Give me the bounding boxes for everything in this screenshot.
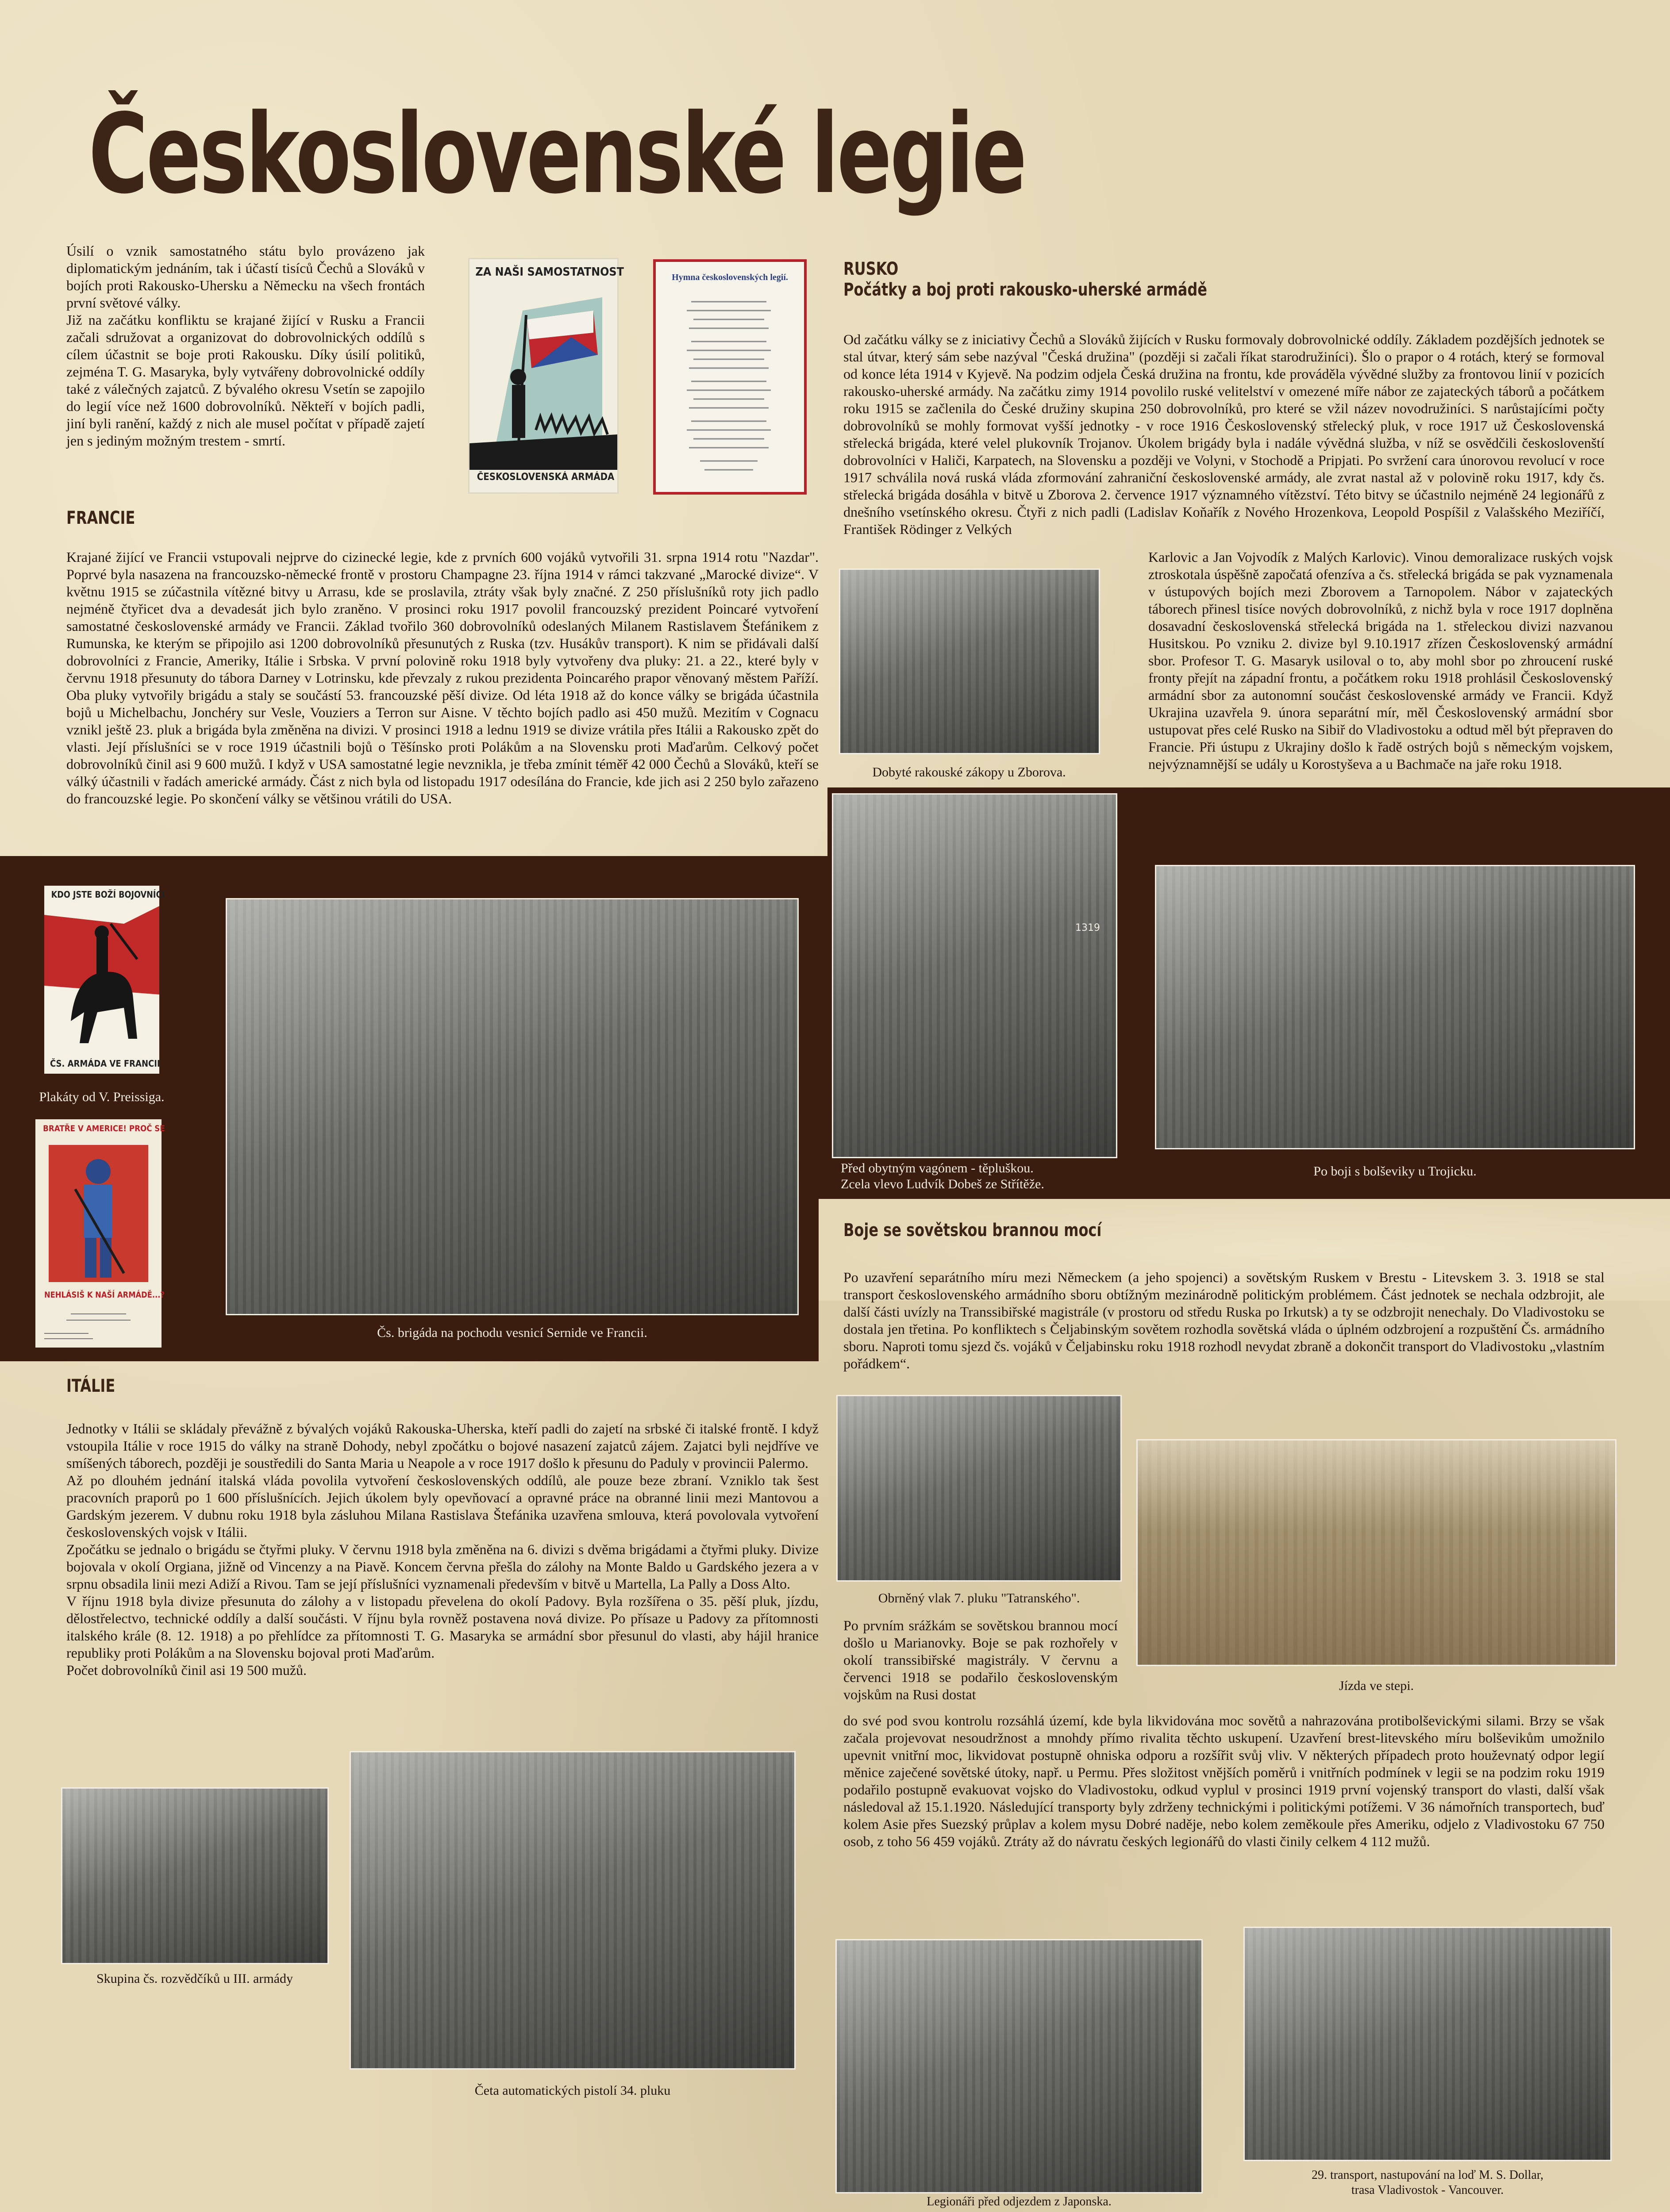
photo-pistol-platoon — [350, 1751, 796, 2070]
poster-hymna — [653, 259, 807, 495]
boje-text-1: Po uzavření separátního míru mezi Německem (a jeho spojenci) a sovětským Ruskem v Brestu - Litevskem 3. 3. 1918 se stal transport československého armádního sboru obtížným mezinárodně politickým problémem. Část jednotek se nechala odzbrojit, ale další části uvízly na Transsibiřské magistrále (v prostoru od středu Ruska po Irkutsk) a ty se odzbrojit nenechaly. Do Vladivostoku se dostala jen třetina. Po konfliktech s Čeljabinským sovětem rozhodla sovětská vláda o úplném odzbrojení a rozpuštění Čs. armádního sboru. Naproti tomu sjezd čs. vojáků v Čeljabinsku roku 1918 rozhodl nevydat zbraně a dokončit transport do Vladivostoku „vlastním pořádkem“. — [843, 1269, 1605, 1371]
photo-armored-train — [836, 1395, 1122, 1582]
boje-heading: Boje se sovětskou brannou mocí — [843, 1220, 1102, 1240]
rusko-subheading: Počátky a boj proti rakousko-uherské armádě — [843, 280, 1207, 300]
caption-trojick: Po boji s bolševiky u Trojicku. — [1313, 1164, 1477, 1179]
poster-top-text: ZA NAŠI SAMOSTATNOST — [475, 265, 624, 279]
caption-steppe-cavalry: Jízda ve stepi. — [1339, 1678, 1414, 1693]
caption-scouts-group: Skupina čs. rozvědčíků u III. armády — [96, 1971, 293, 1986]
photo-japan-departure — [835, 1939, 1203, 2193]
poster-bratre-bottom: NEHLÁSIŠ K NAŠÍ ARMÁDĚ...? — [44, 1290, 165, 1300]
photo-wagon-group — [832, 793, 1117, 1158]
poster-za-nasi-samostatnost — [468, 258, 624, 494]
poster-bottom-text: ČESKOSLOVENSKÁ ARMÁDA — [477, 472, 615, 483]
photo-steppe-cavalry — [1136, 1439, 1616, 1666]
caption-zborov: Dobyté rakouské zákopy u Zborova. — [872, 765, 1066, 780]
italie-heading: ITÁLIE — [66, 1376, 115, 1396]
caption-armored-train: Obrněný vlak 7. pluku "Tatranského". — [878, 1591, 1080, 1605]
soldier-flag-illustration — [469, 284, 617, 470]
poster-kdo-jste-bozi-bojovnici — [44, 886, 165, 1074]
rusko-text-1: Od začátku války se z iniciativy Čechů a Slováků žijících v Rusku formovaly dobrovolnické oddíly. Základem pozdějších jednotek se stal útvar, který sám sebe nazýval "Česká družina" (později si začali říkat starodružiníci). Šlo o prapor o 4 rotách, který se formoval od konce léta 1914 v Kyjevě. Na podzim odjela Česká družina na frontu, kde prováděla vývědné služby za frontovou linií v pozicích rakousko-uherské armády. Na začátku zimy 1914 povolilo ruské velitelství v omezené míře nábor ze zajateckých táborů a počátkem roku 1915 se začlenila do České družiny skupina 250 dobrovolníků, pro které se vžil název novodružiníci. S narůstajícími počty dobrovolníků se mohly formovat vyšší jednotky - v roce 1916 Československý střelecký pluk, v roce 1917 už Československá střelecká brigáda, které velel plukovník Trojanov. Úkolem brigády byla i nadále vývědná služba, v níž se osvědčili českoslovenští dobrovolníci v Haliči, Karpatech, na Slovensku a později ve Volyni, v Stochodě a Pripjati. Po svržení cara únorovou revolucí v roce 1917 schválila nová ruská vláda zformování zahraniční československé armády, ale zvrat nastal až v polovině roku 1917, kdy čs. střelecká brigáda dosáhla v bitvě u Zborova 2. července 1917 významného vítězství. Této bitvy se účastnilo nejméně 24 legionářů z dnešního vsetínského okresu. Čtyři z nich padli (Ladislav Koňařík z Nového Hrozenkova, Leopold Pospíšil z Valašského Meziříčí, František Rödinger z Velkých — [843, 331, 1605, 537]
caption-posters: Plakáty od V. Preissiga. — [39, 1090, 165, 1104]
hymna-text-lines — [656, 293, 804, 488]
boje-text-3: do své pod svou kontrolu rozsáhlá území, kde byla likvidována moc sovětů a nahrazována protibolševickými silami. Brzy se však začala projevovat nesoudržnost a mnohdy přímo rivalita těchto uskupení. Uzavření brest-litevského míru bolševikům umožnilo upevnit vnitřní moc, likvidovat postupně ohniska odporu a rozšířit svůj vliv. V některých případech proto houževnatý odpor legií měnice zaječené sovětské útoky, např. u Permu. Přes složitost vnějších poměrů i vnitřních podmínek v legii se na podzim roku 1919 podařilo postupně evakuovat vojsko do Vladivostoku, odkud vyplul v prosinci 1919 první vojenský transport do vlasti, další však následoval až 15.1.1920. Následující transporty byly zdrženy technickými i politickými potížemi. V 36 námořních transportech, buď kolem Asie přes Suezský průplav a kolem mysu Dobré naděje, nebo kolem zeměkoule přes Ameriku, odjelo z Vladivostoku 67 750 osob, z toho 56 459 vojáků. Ztráty až do návratu českých legionářů do vlasti činily celkem 4 112 mužů. — [843, 1713, 1605, 1849]
page-title: Československé legie — [89, 91, 1025, 218]
photo-zborov-trenches — [839, 568, 1100, 754]
cavalry-rider-illustration — [44, 906, 159, 1052]
caption-sernide: Čs. brigáda na pochodu vesnicí Sernide ve Francii. — [377, 1325, 647, 1340]
poster-bratre-v-americe — [35, 1119, 165, 1348]
francie-heading: FRANCIE — [66, 508, 135, 528]
hymna-title: Hymna československých legií. — [672, 273, 788, 282]
wagon-number: 1319 — [1075, 922, 1100, 933]
caption-wagon: Před obytným vagónem - těpluškou. Zcela vlevo Ludvík Dobeš ze Střítěže. — [841, 1161, 1044, 1191]
caption-ship-dollar: 29. transport, nastupování na loď M. S. Dollar, trasa Vladivostok - Vancouver. — [1311, 2168, 1544, 2197]
francie-text: Krajané žijící ve Francii vstupovali nejprve do cizinecké legie, kde z prvních 600 vojáků vytvořili 31. srpna 1914 rotu "Nazdar". Poprvé byla nasazena na francouzsko-německé frontě v prostoru Champagne 23. října 1914 v rámci takzvané „Marocké divize“. V květnu 1915 se zúčastnila vítězné bitvy u Arrasu, kde se proslavila, ztráty však byly značné. Z 250 příslušníků roty jich padlo nejméně čtyřicet dva a devadesát jich bylo zraněno. V prosinci roku 1917 povolil francouzský prezident Poincaré vytvoření samostatné československé armády ve Francii. Základ tvořilo 360 dobrovolníků odeslaných Milanem Rastislavem Štefánikem z Rumunska, ke kterým se připojilo asi 1200 dobrovolníků přesunutých z Ruska (tzv. Husákův transport). K nim se přidávali další dobrovolníci z Francie, Ameriky, Itálie i Srbska. V první polovině roku 1918 byly vytvořeny dva pluky: 21. a 22., které byly v červnu 1918 přesunuty do tábora Darney v Lotrinsku, kde převzaly z rukou prezidenta Poincarého prapor věnovaný městem Paříží. Oba pluky vytvořily brigádu a staly se součástí 53. francouzské pěší divize. Od léta 1918 až do konce války se brigáda účastnila bojů u Michelbachu, Jonchéry sur Vesle, Vouziers a Terron sur Aisne. V těchto bojích padlo asi 450 mužů. Mezitím v Cognacu vznikl ještě 23. pluk a brigáda byla změněna na divizi. V prosinci 1918 a lednu 1919 se divize vrátila přes Itálii a Rakousko zpět do vlasti. Její příslušníci se v roce 1919 účastnili bojů o Těšínsko proti Polákům a na Slovensku proti Maďarům. Celkový počet dobrovolníků činil asi 9 600 mužů. I když v USA samostatné legie nevznikla, je třeba zmínit téměř 42 000 Čechů a Slováků, kteří se válký účastnili v řadách americké armády. Část z nich byla od listopadu 1917 odesílána do Francie, kde jich asi 2 250 bylo zařazeno do francouzské legie. Po skončení války se většinou vrátili do USA. — [66, 549, 819, 806]
photo-scouts-group — [61, 1787, 329, 1964]
photo-ship-dollar — [1243, 1927, 1612, 2161]
photo-trojick-battle — [1155, 865, 1635, 1149]
intro-text: Úsilí o vznik samostatného státu bylo provázeno jak diplomatickým jednáním, tak i účastí tisíců Čechů a Slováků v bojích proti Rakousko-Uhersku a Německu na všech frontách první světové války. Již na začátku konfliktu se krajané žijící v Rusku a Francii začali sdružovat a organizovat do dobrovolnických oddílů s cílem účastnit se boje proti Rakousku. Díky úsilí politiků, zejména T. G. Masaryka, byly vytvářeny dobrovolnické oddíly také z válečných zajatců. Z bývalého okresu Vsetín se zapojilo do legií více než 1600 dobrovolníků. Někteří v bojích padli, jiní byli ranění, každý z nich ale musel počítat v případě zajetí jen s jediným možným trestem - smrtí. — [66, 243, 425, 449]
caption-pistol-platoon: Četa automatických pistolí 34. pluku — [474, 2083, 671, 2098]
soldier-illustration — [35, 1141, 162, 1286]
boje-text-2: Po prvním srážkám se sovětskou brannou mocí došlo u Marianovky. Boje se pak rozhořely v okolí transsibiřské magistrály. V červnu a červenci 1918 se podařilo československým vojskům na Rusi dostat — [843, 1617, 1118, 1702]
poster-bozi-bottom: ČS. ARMÁDA VE FRANCII — [50, 1058, 160, 1069]
rusko-heading: RUSKO — [843, 259, 899, 279]
poster-bozi-top: KDO JSTE BOŽÍ BOJOVNÍCI — [51, 889, 165, 900]
rusko-text-2: Karlovic a Jan Vojvodík z Malých Karlovic). Vinou demoralizace ruských vojsk ztroskotala úspěšně započatá ofenzíva a čs. střelecká brigáda se pak vyznamenala v ústupových bojích mezi Zborovem a Tarnopolem. Nábor v zajateckých táborech přinesl tisíce nových dobrovolníků, z nichž byla v roce 1917 doplněna dosavadní československá střelecká brigáda na 1. střeleckou divizi nazvanou Husitskou. Po vzniku 2. divize byl 9.10.1917 zřízen Československý armádní sbor. Profesor T. G. Masaryk usiloval o to, aby mohl sbor po zhroucení ruské fronty přejít na západní frontu, a počátkem roku 1918 prohlásil Československý armádní sbor za autonomní součást československé armády ve Francii. Když Ukrajina uzavřela 9. února separátní mír, měl Československý armádní sbor ustupovat přes celé Rusko na Sibiř do Vladivostoku a odtud měl být přepraven do Francie. Při ústupu z Ukrajiny došlo k řadě ostrých bojů s německým vojskem, nejvýznamnější se udály u Korostyševa a u Bachmače na jaře roku 1918. — [1148, 549, 1613, 772]
italie-text: Jednotky v Itálii se skládaly převážně z bývalých vojáků Rakouska-Uherska, kteří padli do zajetí na srbské či italské frontě. I když vstoupila Itálie v roce 1915 do války na straně Dohody, nebyl zpočátku o bojové nasazení zajatců zájem. Zajatci byli nejdříve ve smíšených táborech, později je soustředili do Santa Maria u Neapole a v roce 1917 došlo k přesunu do Paduly v provincii Palermo. Až po dlouhém jednání italská vláda povolila vytvoření československých oddílů, ale pouze beze zbraní. Vzniklo tak šest pracovních praporů po 1 600 příslušnících. Jejich úkolem byly opevňovací a opravné práce na obranné linii mezi Mantovou a Gardským jezerem. V dubnu roku 1918 byla zásluhou Milana Rastislava Štefánika uzavřena smlouva, která povolovala vytvoření československých vojsk v Itálii. Zpočátku se jednalo o brigádu se čtyřmi pluky. V červnu 1918 byla změněna na 6. divizi s dvěma brigádami a čtyřmi pluky. Divize bojovala v okolí Orgiana, jižně od Vincenzy a na Piavě. Koncem června přešla do zálohy na Monte Baldo u Gardského jezera a v srpnu obsadila linii mezi Adiží a Rivou. Tam se její příslušníci vyznamenali především v bitvě u Martella, La Pally a Doss Alto. V říjnu 1918 byla divize přesunuta do zálohy a v listopadu převelena do okolí Padovy. Byla rozšířena o 35. pěší pluk, jízdu, dělostřelectvo, technické oddíly a další součásti. V říjnu byla rovněž postavena nová divize. Po přísaze u Padovy za přítomnosti italského krále (8. 12. 1918) a po přehlídce za přítomnosti T. G. Masaryka se armádní sbor přesunul do vlasti, aby hájil hranice republiky proti Polákům a na Slovensku bojoval proti Maďarům. Počet dobrovolníků činil asi 19 500 mužů. — [66, 1421, 819, 1678]
poster-bratre-top: BRATŘE V AMERICE! PROČ SE — [43, 1124, 165, 1133]
caption-japan-departure: Legionáři před odjezdem z Japonska. — [927, 2195, 1112, 2208]
poster-small-print — [35, 1305, 162, 1345]
photo-sernide-march — [226, 898, 799, 1315]
